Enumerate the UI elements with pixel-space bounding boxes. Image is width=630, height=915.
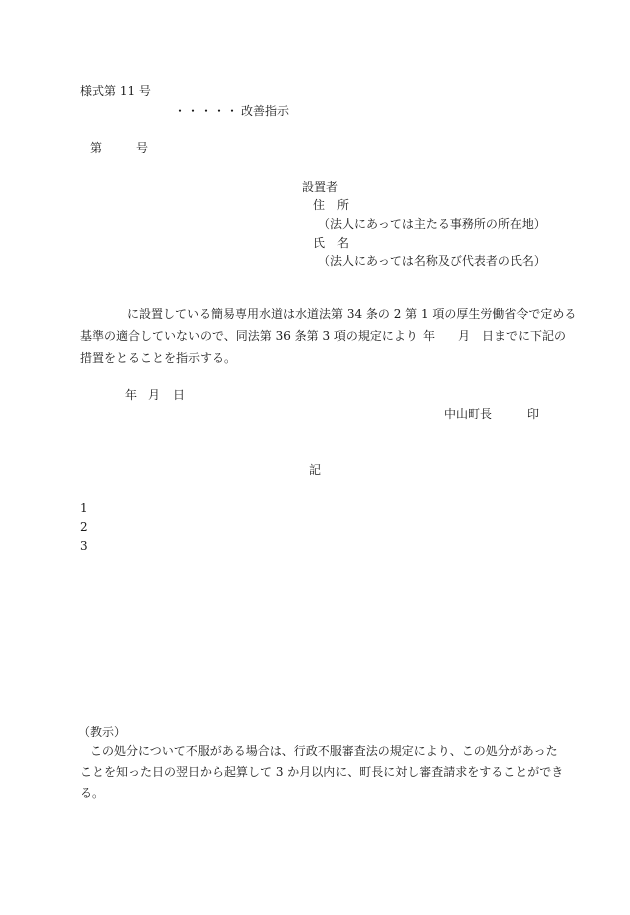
document-title: 改善指示 [241,104,290,118]
name-note: （法人にあっては名称及び代表者の氏名） [318,254,546,268]
date-year: 年 [125,388,138,402]
body-line-3: 措置をとることを指示する。 [80,351,237,365]
installer-heading: 設置者 [302,180,339,194]
instruction-line-1: この処分について不服がある場合は、行政不服審査法の規定により、この処分があった [90,744,558,758]
doc-number-prefix: 第 [90,141,103,155]
title-dots: ・・・・・ [174,104,240,118]
body-line-2: 基準の適合していないので、同法第 36 条第 3 項の規定により [80,329,418,343]
doc-number-suffix: 号 [136,141,149,155]
instruction-heading: （教示） [78,725,127,739]
body-line-1: に設置している簡易専用水道は水道法第 34 条の 2 第 1 項の厚生労働省令で定める [127,307,577,321]
list-item: 1 [80,501,88,515]
address-note: （法人にあっては主たる事務所の所在地） [318,217,546,231]
form-number: 様式第 11 号 [80,84,151,98]
issuer-name: 中山町長 [444,407,493,421]
name-label: 氏 名 [313,236,350,250]
address-label: 住 所 [313,198,350,212]
list-item: 3 [80,539,88,553]
date-month: 月 [148,388,161,402]
ki-heading: 記 [309,463,322,477]
seal-mark: 印 [527,407,540,421]
date-day: 日 [173,388,186,402]
body-line-2-day: 日までに下記の [482,329,567,343]
body-line-2-year: 年 [423,329,436,343]
instruction-line-3: る。 [80,786,105,800]
list-item: 2 [80,520,88,534]
instruction-line-2: ことを知った日の翌日から起算して 3 か月以内に、町長に対し審査請求をすることができ [80,765,564,779]
body-line-2-month: 月 [458,329,471,343]
